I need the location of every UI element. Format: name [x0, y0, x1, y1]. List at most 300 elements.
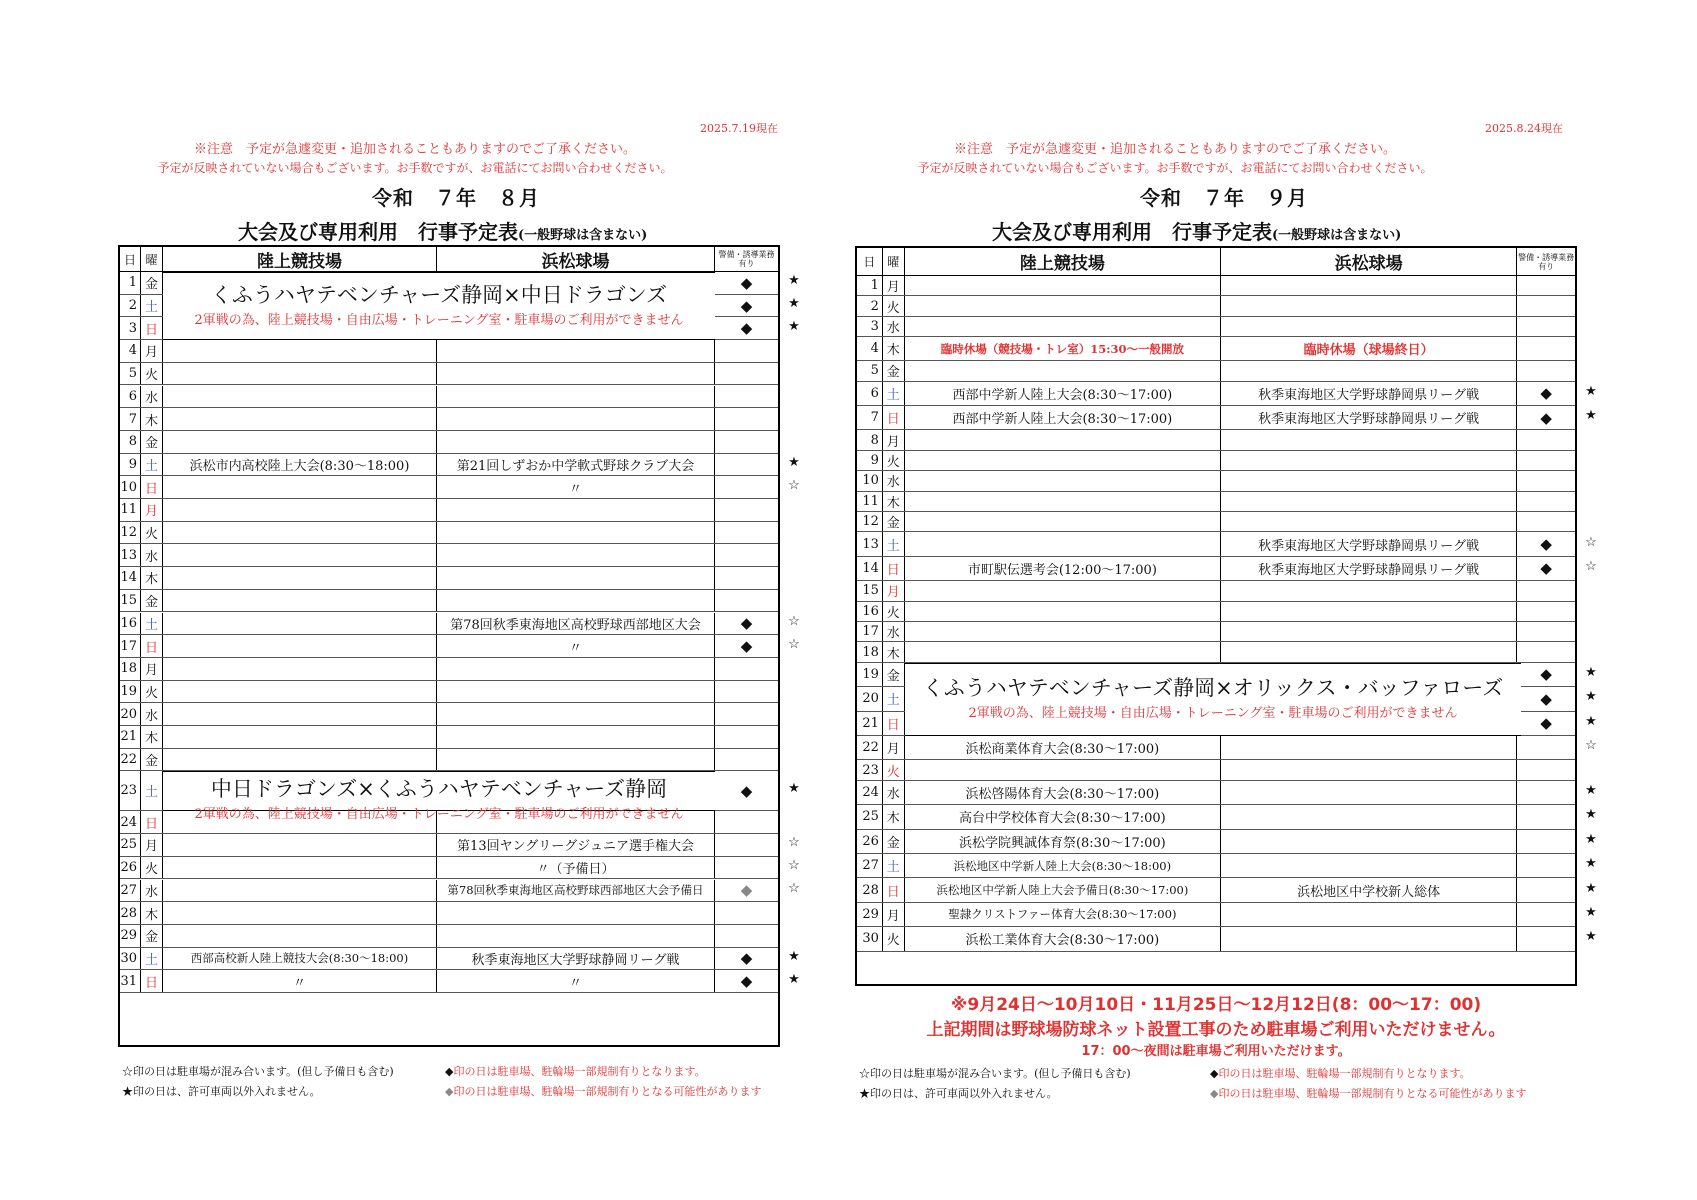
security-cell — [715, 703, 778, 725]
track-event — [905, 430, 1221, 449]
day-of-week: 土 — [883, 532, 905, 555]
game-banner-title: くふうハヤテベンチャーズ静岡×中日ドラゴンズ — [210, 283, 668, 307]
day-of-week: 木 — [141, 408, 163, 430]
track-event — [163, 902, 437, 924]
ballpark-event: 第78回秋季東海地区高校野球西部地区大会予備日 — [437, 880, 715, 902]
day-number: 1 — [120, 272, 141, 294]
day-of-week: 月 — [141, 340, 163, 362]
september-notice — [855, 140, 1495, 178]
track-event — [163, 544, 437, 566]
day-of-week: 金 — [141, 431, 163, 453]
ballpark-event — [437, 590, 715, 612]
day-number: 23 — [120, 771, 141, 810]
table-row — [857, 805, 1575, 829]
day-of-week: 金 — [883, 663, 905, 686]
day-of-week: 木 — [883, 642, 905, 661]
day-number: 28 — [120, 902, 141, 924]
security-cell — [715, 544, 778, 566]
ballpark-event: 秋季東海地区大学野球静岡県リーグ戦 — [1221, 406, 1517, 429]
august-title-sub: (一般野球は含まない) — [518, 228, 648, 243]
filled-star-icon: ★ — [1585, 689, 1597, 705]
outline-star-icon: ☆ — [788, 636, 800, 652]
day-number: 17 — [120, 635, 141, 657]
filled-star-icon: ★ — [788, 781, 800, 797]
september-header-day: 日 — [857, 248, 883, 275]
security-cell — [715, 658, 778, 680]
table-row — [120, 857, 778, 880]
track-event — [905, 581, 1221, 600]
ballpark-event: 秋季東海地区大学野球静岡県リーグ戦 — [1221, 382, 1517, 405]
ballpark-event: 〃 — [437, 970, 715, 992]
day-number: 3 — [120, 317, 141, 339]
security-diamond-icon: ◆ — [740, 949, 753, 968]
filled-star-icon: ★ — [1585, 856, 1597, 872]
black-diamond-icon: ◆ — [445, 1065, 454, 1078]
security-cell — [1517, 430, 1575, 449]
outline-star-icon: ☆ — [1585, 559, 1597, 574]
security-diamond-icon: ◆ — [1540, 535, 1552, 554]
day-number: 20 — [857, 687, 883, 710]
ballpark-event — [437, 386, 715, 408]
table-row — [857, 430, 1575, 450]
ballpark-event: 臨時休場（球場終日） — [1221, 337, 1517, 360]
ballpark-event — [1221, 622, 1517, 641]
day-of-week: 土 — [141, 948, 163, 970]
ballpark-event — [1221, 830, 1517, 853]
table-row — [120, 703, 778, 726]
track-event — [905, 471, 1221, 490]
track-event: 浜松地区中学新人陸上大会(8:30～18:00) — [905, 854, 1221, 877]
day-number: 26 — [857, 830, 883, 853]
day-number: 6 — [857, 382, 883, 405]
day-of-week: 火 — [883, 296, 905, 315]
outline-star-icon: ☆ — [1585, 534, 1597, 550]
security-cell — [1517, 854, 1575, 877]
security-diamond-icon: ◆ — [1540, 689, 1552, 708]
ballpark-event: 浜松地区中学校新人総体 — [1221, 878, 1517, 901]
security-cell — [715, 834, 778, 856]
ballpark-event — [1221, 492, 1517, 511]
filled-star-icon: ★ — [1585, 905, 1597, 920]
day-of-week: 木 — [883, 805, 905, 828]
security-diamond-icon: ◆ — [1540, 714, 1552, 733]
security-diamond-icon: ◆ — [740, 781, 753, 800]
track-event: 浜松地区中学新人陸上大会予備日(8:30～17:00) — [905, 878, 1221, 901]
table-row — [120, 970, 778, 993]
track-event: 浜松工業体育大会(8:30～17:00) — [905, 927, 1221, 950]
ballpark-event — [1221, 736, 1517, 759]
ballpark-event — [437, 726, 715, 748]
ballpark-event — [437, 567, 715, 589]
day-number: 29 — [857, 903, 883, 926]
filled-star-icon: ★ — [788, 454, 800, 470]
track-event: 西部中学新人陸上大会(8:30～17:00) — [905, 406, 1221, 429]
ballpark-event — [437, 408, 715, 430]
day-of-week: 木 — [883, 492, 905, 511]
ballpark-event: 秋季東海地区大学野球静岡県リーグ戦 — [1221, 532, 1517, 555]
day-number: 27 — [857, 854, 883, 877]
table-row — [857, 622, 1575, 642]
day-of-week: 土 — [141, 295, 163, 317]
ballpark-event — [1221, 276, 1517, 295]
day-number: 9 — [120, 454, 141, 476]
day-number: 24 — [857, 781, 883, 804]
day-of-week: 月 — [141, 658, 163, 680]
august-legend-line-3: 印の日は駐車場、駐輪場一部規制有りとなります。 — [453, 1065, 706, 1078]
security-cell — [1517, 361, 1575, 380]
security-cell — [1517, 830, 1575, 853]
day-number: 25 — [857, 805, 883, 828]
day-of-week: 月 — [883, 430, 905, 449]
table-row — [120, 658, 778, 681]
track-event — [905, 492, 1221, 511]
security-cell — [715, 590, 778, 612]
september-header-guard: 警備・誘導業務有り — [1518, 252, 1575, 271]
security-cell — [715, 567, 778, 589]
august-notice — [110, 140, 720, 178]
ballpark-event — [437, 522, 715, 544]
day-number: 11 — [120, 499, 141, 521]
security-cell — [715, 431, 778, 453]
table-row — [120, 499, 778, 522]
day-number: 19 — [857, 663, 883, 686]
table-row — [120, 590, 778, 613]
track-event: 西部中学新人陸上大会(8:30～17:00) — [905, 382, 1221, 405]
table-row — [120, 681, 778, 704]
grey-diamond-icon: ◆ — [445, 1085, 454, 1098]
august-year-month: 令和 ７年 ８月 — [372, 186, 540, 210]
september-year-month: 令和 ７年 ９月 — [1140, 186, 1308, 210]
ballpark-event — [1221, 471, 1517, 490]
track-event — [905, 622, 1221, 641]
august-notice-line-1: ※注意 予定が急遽変更・追加されることもありますのでご了承ください。 — [193, 142, 636, 157]
filled-star-icon: ★ — [1585, 831, 1597, 847]
track-event — [163, 749, 437, 771]
day-of-week: 土 — [883, 382, 905, 405]
day-number: 30 — [120, 948, 141, 970]
day-number: 17 — [857, 622, 883, 641]
september-title-sub: (一般野球は含まない) — [1272, 228, 1402, 243]
august-legend-right — [445, 1062, 761, 1102]
game-banner-note: 2軍戦の為、陸上競技場・自由広場・トレーニング室・駐車場のご利用ができません — [194, 313, 684, 328]
day-of-week: 水 — [141, 386, 163, 408]
security-cell — [1517, 642, 1575, 661]
august-as-of-date: 2025.7.19現在 — [700, 122, 778, 135]
table-row — [120, 454, 778, 477]
table-row — [857, 830, 1575, 854]
filled-star-icon: ★ — [1585, 880, 1597, 896]
day-number: 27 — [120, 880, 141, 902]
table-row — [857, 557, 1575, 581]
day-number: 18 — [120, 658, 141, 680]
day-number: 10 — [857, 471, 883, 490]
security-diamond-icon: ◆ — [1540, 408, 1552, 427]
day-number: 13 — [120, 544, 141, 566]
august-game-banner — [163, 272, 715, 340]
september-legend-line-3: 印の日は駐車場、駐輪場一部規制有りとなります。 — [1218, 1067, 1471, 1080]
ballpark-event: 第78回秋季東海地区高校野球西部地区大会 — [437, 613, 715, 635]
track-event — [905, 532, 1221, 555]
august-title — [238, 216, 647, 245]
filled-star-icon: ★ — [788, 318, 800, 334]
security-diamond-icon: ◆ — [740, 637, 753, 656]
filled-star-icon: ★ — [1585, 408, 1597, 424]
table-row — [857, 296, 1575, 316]
security-diamond-icon: ◆ — [740, 972, 753, 991]
day-number: 16 — [857, 602, 883, 621]
day-of-week: 金 — [883, 361, 905, 380]
security-cell — [715, 681, 778, 703]
day-number: 18 — [857, 642, 883, 661]
security-diamond-icon: ◆ — [1540, 665, 1552, 684]
september-as-of-date: 2025.8.24現在 — [1485, 122, 1563, 135]
ballpark-event — [1221, 451, 1517, 470]
day-of-week: 金 — [141, 590, 163, 612]
ballpark-event — [1221, 317, 1517, 336]
track-event — [163, 613, 437, 635]
day-of-week: 日 — [141, 811, 163, 833]
security-cell — [715, 749, 778, 771]
track-event — [163, 476, 437, 498]
table-row — [120, 408, 778, 431]
day-number: 28 — [857, 878, 883, 901]
day-number: 13 — [857, 532, 883, 555]
track-event: 浜松商業体育大会(8:30～17:00) — [905, 736, 1221, 759]
security-cell — [715, 408, 778, 430]
table-row — [120, 386, 778, 409]
outline-star-icon: ☆ — [788, 858, 800, 874]
closure-line-3: 17：00～夜間は駐車場ご利用いただけます。 — [1081, 1044, 1351, 1059]
august-legend-left — [122, 1062, 394, 1102]
day-of-week: 金 — [141, 272, 163, 294]
day-of-week: 土 — [883, 687, 905, 710]
table-row — [120, 726, 778, 749]
security-cell — [1517, 622, 1575, 641]
day-of-week: 水 — [141, 544, 163, 566]
security-cell — [715, 925, 778, 947]
table-row — [857, 276, 1575, 296]
day-of-week: 火 — [883, 602, 905, 621]
september-title — [992, 216, 1401, 245]
ballpark-event — [1221, 581, 1517, 600]
security-cell — [715, 499, 778, 521]
day-of-week: 日 — [141, 970, 163, 992]
track-event — [163, 703, 437, 725]
day-of-week: 水 — [141, 880, 163, 902]
day-of-week: 日 — [141, 317, 163, 339]
day-of-week: 土 — [883, 854, 905, 877]
day-number: 3 — [857, 317, 883, 336]
table-row — [120, 925, 778, 948]
security-cell — [1517, 602, 1575, 621]
day-number: 8 — [857, 430, 883, 449]
ballpark-event: 秋季東海地区大学野球静岡県リーグ戦 — [1221, 557, 1517, 580]
day-of-week: 土 — [141, 771, 163, 810]
security-cell — [1517, 451, 1575, 470]
day-of-week: 日 — [883, 557, 905, 580]
track-event — [163, 522, 437, 544]
august-legend-line-4: 印の日は駐車場、駐輪場一部規制有りとなる可能性があります — [453, 1085, 762, 1098]
day-number: 15 — [857, 581, 883, 600]
day-number: 14 — [120, 567, 141, 589]
table-row — [857, 903, 1575, 927]
closure-line-2: 上記期間は野球場防球ネット設置工事のため駐車場ご利用いただけません。 — [926, 1020, 1506, 1040]
day-number: 22 — [857, 736, 883, 759]
day-number: 4 — [120, 340, 141, 362]
august-game-banner — [163, 771, 715, 823]
outline-star-icon: ☆ — [1585, 738, 1597, 754]
outline-star-icon: ☆ — [788, 835, 800, 851]
august-header-day: 日 — [120, 247, 141, 271]
outline-star-icon: ☆ — [788, 477, 800, 493]
security-cell — [715, 476, 778, 498]
day-of-week: 金 — [883, 830, 905, 853]
ballpark-event — [1221, 760, 1517, 779]
security-cell — [1517, 296, 1575, 315]
september-header-dow: 曜 — [883, 248, 905, 275]
track-event: 西部高校新人陸上競技大会(8:30～18:00) — [163, 948, 437, 970]
day-of-week: 土 — [141, 613, 163, 635]
table-row — [857, 406, 1575, 430]
september-notice-line-1: ※注意 予定が急遽変更・追加されることもありますのでご了承ください。 — [953, 142, 1396, 157]
day-of-week: 木 — [141, 902, 163, 924]
table-row — [857, 492, 1575, 512]
track-event — [163, 857, 437, 879]
track-event — [163, 658, 437, 680]
day-number: 1 — [857, 276, 883, 295]
table-row — [857, 337, 1575, 361]
day-of-week: 月 — [883, 276, 905, 295]
day-of-week: 水 — [883, 471, 905, 490]
ballpark-event — [1221, 781, 1517, 804]
day-number: 9 — [857, 451, 883, 470]
day-of-week: 月 — [141, 834, 163, 856]
ballpark-event — [1221, 602, 1517, 621]
day-of-week: 水 — [883, 317, 905, 336]
august-header-ball: 浜松球場 — [437, 247, 715, 271]
table-row — [120, 431, 778, 454]
filled-star-icon: ★ — [1585, 665, 1597, 680]
filled-star-icon: ★ — [1585, 807, 1597, 823]
ballpark-event — [437, 681, 715, 703]
security-cell — [715, 811, 778, 833]
security-cell — [1517, 317, 1575, 336]
track-event — [905, 296, 1221, 315]
table-row — [120, 476, 778, 499]
filled-star-icon: ★ — [1585, 713, 1597, 729]
table-row — [857, 581, 1575, 601]
table-row — [120, 635, 778, 658]
ballpark-event: 第21回しずおか中学軟式野球クラブ大会 — [437, 454, 715, 476]
security-diamond-icon: ◆ — [740, 273, 753, 292]
table-row — [857, 854, 1575, 878]
september-title-main: 大会及び専用利用 行事予定表 — [992, 220, 1272, 244]
ballpark-event — [437, 902, 715, 924]
ballpark-event — [1221, 903, 1517, 926]
track-event: 聖隷クリストファー体育大会(8:30～17:00) — [905, 903, 1221, 926]
day-number: 6 — [120, 386, 141, 408]
track-event — [163, 567, 437, 589]
table-row — [857, 512, 1575, 532]
parking-closure-notice — [855, 990, 1577, 1059]
filled-star-icon: ★ — [1585, 929, 1597, 945]
table-row — [857, 736, 1575, 760]
outline-star-icon: ☆ — [788, 880, 800, 896]
table-row — [120, 567, 778, 590]
day-of-week: 日 — [883, 406, 905, 429]
track-event — [163, 408, 437, 430]
ballpark-event: 〃 — [437, 635, 715, 657]
track-event — [163, 834, 437, 856]
track-event — [163, 499, 437, 521]
day-of-week: 月 — [883, 903, 905, 926]
security-cell — [1517, 927, 1575, 950]
september-schedule-table — [855, 246, 1577, 986]
day-number: 5 — [120, 363, 141, 385]
table-row — [120, 363, 778, 386]
day-number: 8 — [120, 431, 141, 453]
day-of-week: 日 — [883, 712, 905, 735]
track-event — [163, 635, 437, 657]
day-of-week: 土 — [141, 454, 163, 476]
september-header-ball: 浜松球場 — [1221, 248, 1517, 275]
track-event — [163, 363, 437, 385]
day-number: 10 — [120, 476, 141, 498]
track-event — [163, 340, 437, 362]
track-event — [163, 386, 437, 408]
day-of-week: 金 — [883, 512, 905, 531]
day-of-week: 月 — [883, 736, 905, 759]
ballpark-event — [1221, 512, 1517, 531]
table-row — [120, 340, 778, 363]
day-number: 29 — [120, 925, 141, 947]
september-legend-line-1: ☆印の日は駐車場が混み合います。(但し予備日も含む) — [859, 1067, 1131, 1080]
ballpark-event — [1221, 805, 1517, 828]
security-diamond-icon: ◆ — [740, 296, 753, 315]
security-diamond-icon: ◆ — [1540, 384, 1552, 403]
table-row — [120, 613, 778, 636]
track-event: 浜松学院興誠体育祭(8:30～17:00) — [905, 830, 1221, 853]
filled-star-icon: ★ — [788, 971, 800, 987]
day-number: 24 — [120, 811, 141, 833]
august-table-header — [120, 247, 778, 272]
track-event — [905, 361, 1221, 380]
day-number: 21 — [857, 712, 883, 735]
track-event — [163, 726, 437, 748]
ballpark-event — [437, 340, 715, 362]
september-table-header — [857, 248, 1575, 276]
day-of-week: 日 — [883, 878, 905, 901]
table-row — [857, 760, 1575, 780]
august-schedule-table — [118, 245, 780, 1047]
track-event — [905, 451, 1221, 470]
ballpark-event — [1221, 430, 1517, 449]
ballpark-event — [437, 544, 715, 566]
track-event — [163, 880, 437, 902]
september-legend-left — [859, 1064, 1131, 1104]
track-event — [905, 276, 1221, 295]
ballpark-event — [437, 658, 715, 680]
track-event: 高台中学校体育大会(8:30～17:00) — [905, 805, 1221, 828]
day-number: 23 — [857, 760, 883, 779]
ballpark-event: 〃 — [437, 476, 715, 498]
game-banner-title: くふうハヤテベンチャーズ静岡×オリックス・バッファローズ — [922, 675, 1504, 700]
day-of-week: 金 — [141, 749, 163, 771]
game-banner-note: 2軍戦の為、陸上競技場・自由広場・トレーニング室・駐車場のご利用ができません — [194, 807, 684, 823]
september-legend-line-2: ★印の日は、許可車両以外入れません。 — [859, 1087, 1058, 1100]
day-of-week: 水 — [883, 781, 905, 804]
security-cell — [1517, 492, 1575, 511]
